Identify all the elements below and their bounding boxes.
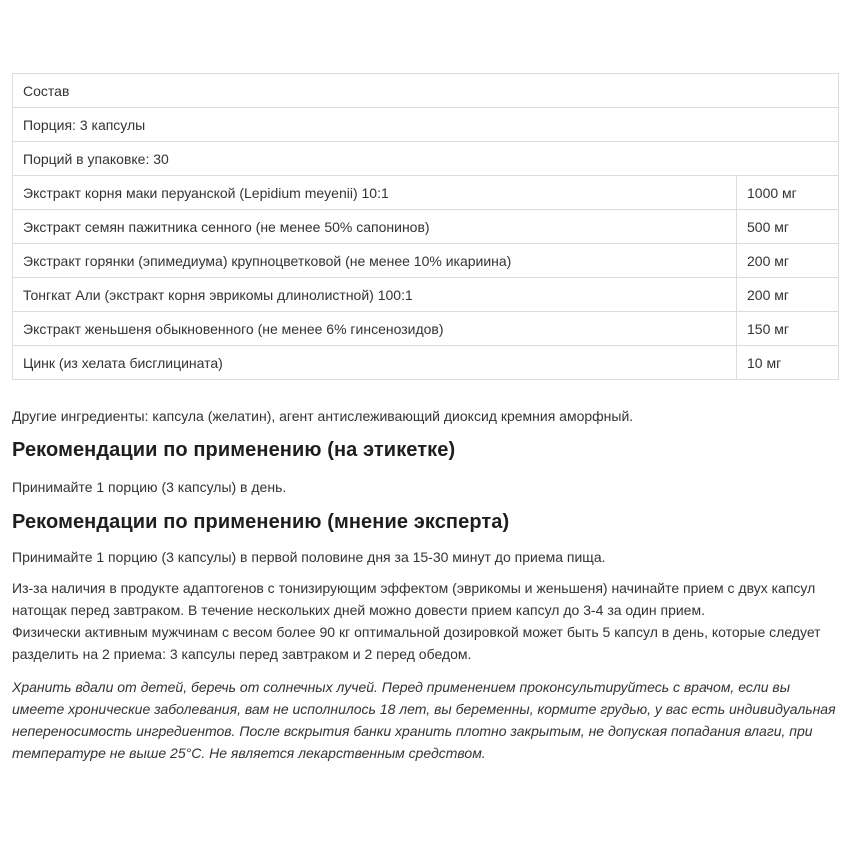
composition-title-cell: Состав (13, 74, 839, 108)
warning-text: Хранить вдали от детей, беречь от солнечных лучей. Перед применением проконсультируйтесь с врачом, если вы имеете хронические заболевания, вам не исполнилось 18 лет, вы беременны, кормите грудью, у вас есть индивидуальная непереносимость ингредиентов. После вскрытия банки хранить плотно закрытым, не допуская попадания влаги, при температуре не выше 25°С. Не является лекарственным средством. (12, 679, 836, 761)
expert-adaptogen-text: Из-за наличия в продукте адаптогенов с тонизирующим эффектом (эврикомы и женьшеня) начинайте прием с двух капсул натощак перед завтраком. В течение нескольких дней можно довести прием капсул до 3-4 за один прием. (12, 580, 816, 618)
ingredient-name-cell: Цинк (из хелата бисглицината) (13, 346, 737, 380)
table-row (13, 210, 839, 244)
ingredient-name-cell: Тонгкат Али (экстракт корня эврикомы длинолистной) 100:1 (13, 278, 737, 312)
table-row (13, 108, 839, 142)
expert-directions-heading: Рекомендации по применению (мнение эксперта) (12, 511, 510, 533)
ingredient-name-cell: Экстракт горянки (эпимедиума) крупноцветковой (не менее 10% икариина) (13, 244, 737, 278)
table-row (13, 346, 839, 380)
expert-directions-text: Принимайте 1 порцию (3 капсулы) в первой половине дня за 15-30 минут до приема пища. (12, 549, 606, 565)
ingredient-name-cell: Экстракт корня маки перуанской (Lepidium meyenii) 10:1 (13, 176, 737, 210)
ingredient-amount-cell: 500 мг (737, 210, 839, 244)
table-row (13, 74, 839, 108)
label-directions-heading: Рекомендации по применению (на этикетке) (12, 439, 456, 461)
servings-per-container-cell: Порций в упаковке: 30 (13, 142, 839, 176)
product-description (12, 73, 838, 764)
ingredient-name-cell: Экстракт семян пажитника сенного (не менее 50% сапонинов) (13, 210, 737, 244)
ingredient-amount-cell: 10 мг (737, 346, 839, 380)
table-row (13, 312, 839, 346)
table-row (13, 142, 839, 176)
ingredient-amount-cell: 150 мг (737, 312, 839, 346)
ingredient-amount-cell: 200 мг (737, 278, 839, 312)
ingredient-amount-cell: 1000 мг (737, 176, 839, 210)
ingredient-amount-cell: 200 мг (737, 244, 839, 278)
table-row (13, 176, 839, 210)
table-row (13, 244, 839, 278)
expert-dosage-text: Физически активным мужчинам с весом более 90 кг оптимальной дозировкой может быть 5 капсул в день, которые следует разделить на 2 приема: 3 капсулы перед завтраком и 2 перед обедом. (12, 624, 821, 662)
label-directions-text: Принимайте 1 порцию (3 капсулы) в день. (12, 479, 287, 495)
serving-size-cell: Порция: 3 капсулы (13, 108, 839, 142)
table-row (13, 278, 839, 312)
composition-table (12, 73, 839, 380)
ingredient-name-cell: Экстракт женьшеня обыкновенного (не менее 6% гинсенозидов) (13, 312, 737, 346)
other-ingredients-text: Другие ингредиенты: капсула (желатин), агент антислеживающий диоксид кремния аморфный. (12, 408, 634, 424)
